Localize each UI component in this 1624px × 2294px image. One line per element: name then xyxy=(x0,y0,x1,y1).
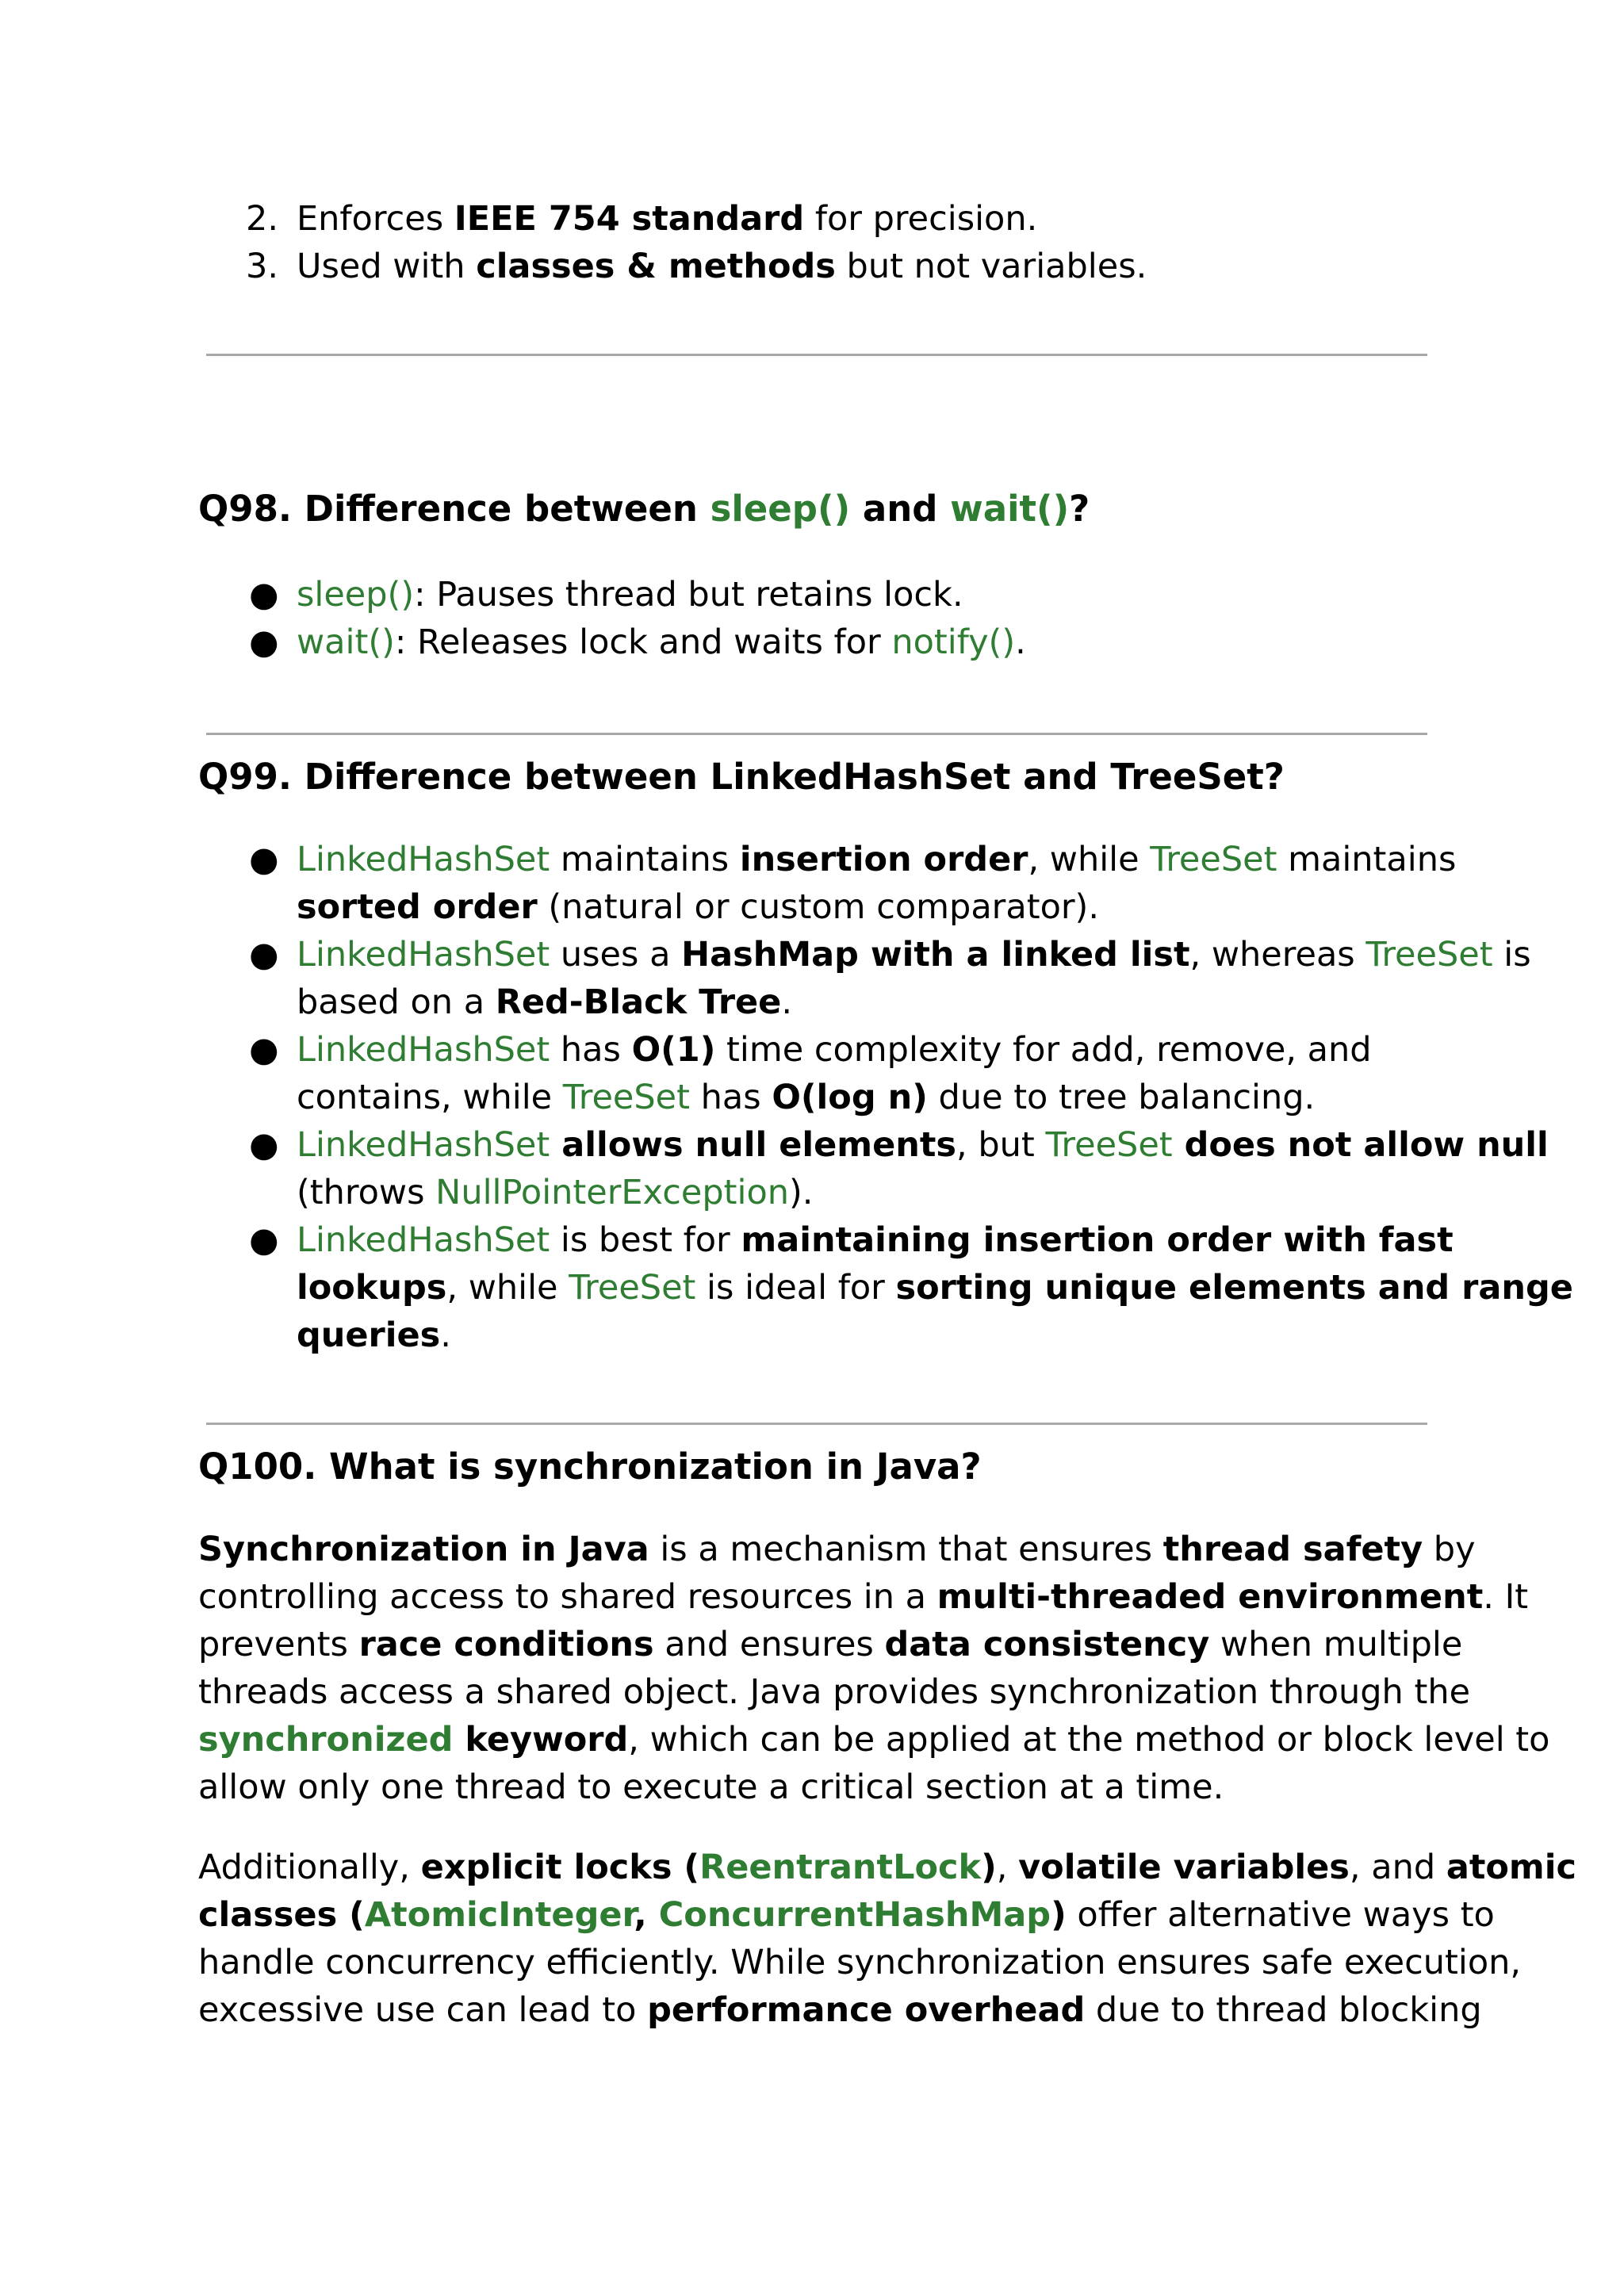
bullet-icon: ● xyxy=(249,840,279,879)
bullet-icon: ● xyxy=(249,575,279,615)
divider xyxy=(206,733,1427,735)
divider xyxy=(206,354,1427,356)
bullet-icon: ● xyxy=(249,622,279,662)
divider xyxy=(206,1423,1427,1425)
document-page: 2. Enforces IEEE 754 standard for precision. 3. Used with classes & methods but not variables. Q98. Difference between sleep() and wait()? ● sleep(): Pauses thread but retains lock. ● wait(): Releases lock and waits for notify(). Q99. Difference between LinkedHashSet and TreeSet? ● LinkedHashSet maintains insertion order, while TreeSet maintains sorted order (natural or custom comparator). ● LinkedHashSet uses a HashMap with a linked list, whereas TreeSet is based on a Red-Black Tree. ● LinkedHashSet has O(1) time complexity for add, remove, and contains, while TreeSet has O(log n) due to tree balancing. ● LinkedHashSet allows null elements, but TreeSet does not allow null (throws NullPointerException). ● LinkedHashSet is best for maintaining insertion order with fast lookups, while TreeSet is ideal for sorting unique elements and range queries. Q100. What is synchronization in Java? Synchronization in Java is a mechanism that ensures thread safety by controlling access to shared resources in a multi-threaded environment. It prevents race conditions and ensures data consistency when multiple threads access a shared object. Java provides synchronization through the synchronized keyword, which can be applied at the method or block level to allow only one thread to execute a critical section at a time. Additionally, explicit locks (ReentrantLock), volatile variables, and atomic classes (AtomicInteger, ConcurrentHashMap) offer alternative ways to handle concurrency efficiently. While synchronization ensures safe execution, excessive use can lead to performance overhead due to thread blocking xyxy=(198,199,1576,2030)
bullet-icon: ● xyxy=(249,935,279,975)
bullet-icon: ● xyxy=(249,1125,279,1165)
bullet-icon: ● xyxy=(249,1030,279,1070)
bullet-icon: ● xyxy=(249,1220,279,1260)
